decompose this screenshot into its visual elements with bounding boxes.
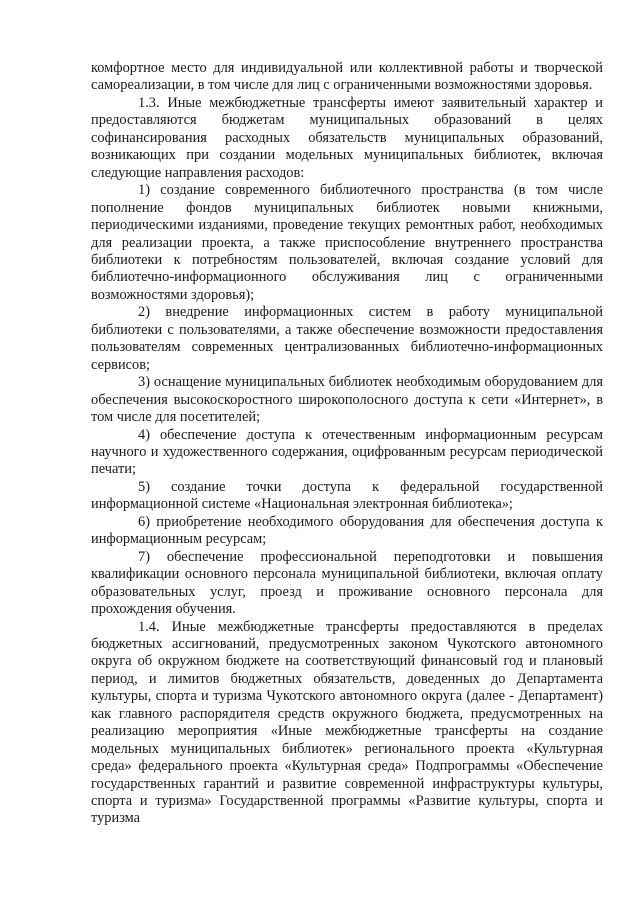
- list-item-4: 4) обеспечение доступа к отечественным информационным ресурсам научного и художественного содержания, оцифрованным ресурсам периодической печати;: [91, 426, 603, 478]
- paragraph-clause-1-4: 1.4. Иные межбюджетные трансферты предоставляются в пределах бюджетных ассигнований, предусмотренных законом Чукотского автономного округа об окружном бюджете на соответствующий финансовый год и плановый период, и лимитов бюджетных обязательств, доведенных до Департамента культуры, спорта и туризма Чукотского автономного округа (далее - Департамент) как главного распорядителя средств окружного бюджета, предусмотренных на реализацию мероприятия «Иные межбюджетные трансферты на создание модельных муниципальных библиотек» регионального проекта «Культурная среда» федерального проекта «Культурная среда» Подпрограммы «Обеспечение государственных гарантий и развитие современной инфраструктуры культуры, спорта и туризма» Государственной программы «Развитие культуры, спорта и туризма: [91, 618, 603, 827]
- list-item-1: 1) создание современного библиотечного пространства (в том числе пополнение фондов муниципальных библиотек новыми книжными, периодическими изданиями, проведение текущих ремонтных работ, необходимых для реализации проекта, а также приспособление внутреннего пространства библиотеки к потребностям пользователей, включая создание условий для библиотечно-информационного обслуживания лиц с ограниченными возможностями здоровья);: [91, 182, 603, 303]
- list-item-7: 7) обеспечение профессиональной переподготовки и повышения квалификации основного персонала муниципальной библиотеки, включая оплату образовательных услуг, проезд и проживание основного персонала для прохождения обучения.: [91, 548, 603, 618]
- list-item-3: 3) оснащение муниципальных библиотек необходимым оборудованием для обеспечения высокоскоростного широкополосного доступа к сети «Интернет», в том числе для посетителей;: [91, 374, 603, 426]
- paragraph-continuation: комфортное место для индивидуальной или коллективной работы и творческой самореализации, в том числе для лиц с ограниченными возможностями здоровья.: [91, 60, 603, 94]
- list-item-5: 5) создание точки доступа к федеральной государственной информационной системе «Национальная электронная библиотека»;: [91, 478, 603, 513]
- list-item-6: 6) приобретение необходимого оборудования для обеспечения доступа к информационным ресурсам;: [91, 513, 603, 548]
- paragraph-clause-1-3: 1.3. Иные межбюджетные трансферты имеют заявительный характер и предоставляются бюджетам муниципальных образований в целях софинансирования расходных обязательств муниципальных образований, возникающих при создании модельных муниципальных библиотек, включая следующие направления расходов:: [91, 94, 603, 181]
- list-item-2: 2) внедрение информационных систем в работу муниципальной библиотеки с пользователями, а также обеспечение возможности предоставления пользователям современных централизованных библиотечно-информационных сервисов;: [91, 304, 603, 373]
- document-body: [91, 60, 603, 828]
